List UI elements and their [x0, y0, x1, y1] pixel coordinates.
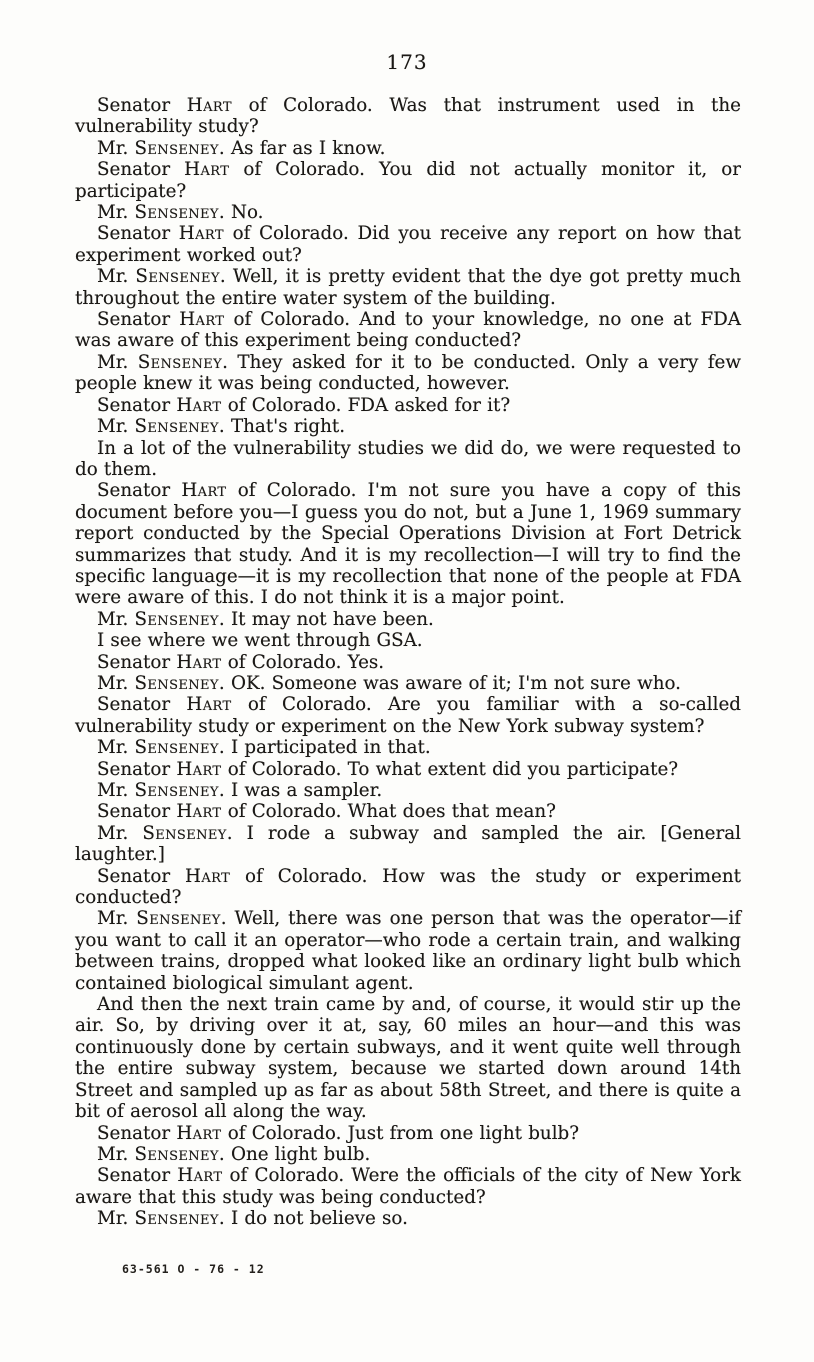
speaker-name: Senseney: [142, 822, 227, 844]
speaker-prefix: Senator: [97, 758, 177, 780]
transcript-paragraph: Mr. Senseney. They asked for it to be conducted. Only a very few people knew it was being conducted, however.: [75, 351, 741, 395]
speaker-suffix: .: [218, 137, 231, 159]
speaker-suffix: of Colorado.: [230, 865, 383, 887]
transcript-paragraph: Senator Hart of Colorado. FDA asked for it?: [97, 394, 511, 416]
speaker-prefix: Senator: [97, 1165, 178, 1187]
speaker-suffix: of Colorado.: [221, 394, 348, 416]
speaker-name: Senseney: [135, 266, 220, 288]
speaker-prefix: Mr.: [97, 908, 137, 930]
transcript-paragraph: Mr. Senseney. OK. Someone was aware of it; I'm not sure who.: [97, 672, 681, 694]
transcript-paragraph: Senator Hart of Colorado. Did you receive any report on how that experiment worked out?: [75, 223, 741, 266]
speaker-name: Senseney: [134, 137, 219, 159]
transcript-paragraph: Mr. Senseney. I rode a subway and sampled the air. [General laughter.]: [75, 822, 741, 866]
speaker-prefix: Senator: [97, 694, 187, 716]
transcript-paragraph: Senator Hart of Colorado. What does that mean?: [97, 801, 556, 823]
speaker-prefix: Mr.: [97, 822, 143, 844]
speaker-prefix: Senator: [97, 223, 179, 245]
speaker-suffix: .: [220, 908, 235, 930]
speaker-suffix: of Colorado.: [221, 1122, 348, 1144]
speaker-prefix: Senator: [97, 865, 185, 887]
transcript-paragraph: I see where we went through GSA.: [97, 630, 423, 652]
speaker-suffix: .: [218, 672, 231, 694]
transcript-paragraph: Senator Hart of Colorado. Are you familiar with a so-called vulnerability study or experiment on the New York subway system?: [75, 694, 741, 737]
speaker-suffix: of Colorado.: [222, 1165, 352, 1187]
speaker-name: Senseney: [134, 202, 219, 224]
speaker-name: Senseney: [137, 351, 223, 373]
speaker-suffix: of Colorado.: [221, 758, 348, 780]
transcript-paragraph: Senator Hart of Colorado. You did not actually monitor it, or participate?: [75, 159, 741, 202]
speaker-suffix: .: [219, 266, 233, 288]
speaker-suffix: of Colorado.: [231, 95, 390, 116]
speaker-name: Hart: [176, 801, 222, 823]
transcript: [75, 95, 741, 1230]
speaker-prefix: Senator: [97, 159, 185, 181]
speaker-suffix: of Colorado.: [229, 159, 379, 181]
speaker-name: Senseney: [134, 416, 219, 438]
transcript-paragraph: Senator Hart of Colorado. Just from one light bulb?: [97, 1122, 580, 1144]
transcript-paragraph: Mr. Senseney. One light bulb.: [97, 1143, 371, 1165]
transcript-paragraph: Senator Hart of Colorado. How was the study or experiment conducted?: [75, 865, 741, 909]
speaker-suffix: of Colorado.: [231, 694, 388, 716]
speaker-name: Hart: [186, 694, 232, 716]
speaker-prefix: Senator: [97, 801, 177, 823]
speaker-prefix: Mr.: [97, 137, 135, 159]
speaker-prefix: Senator: [97, 480, 182, 502]
speaker-prefix: Senator: [97, 651, 177, 673]
speaker-prefix: Mr.: [97, 351, 138, 373]
speaker-suffix: .: [218, 780, 231, 801]
speaker-name: Hart: [185, 865, 231, 887]
speaker-name: Senseney: [134, 1208, 219, 1230]
transcript-paragraph: Senator Hart of Colorado. Yes.: [97, 651, 385, 673]
transcript-paragraph: Senator Hart of Colorado. Was that instrument used in the vulnerability study?: [75, 95, 741, 138]
speaker-suffix: .: [218, 1143, 231, 1165]
speaker-suffix: of Colorado.: [226, 480, 368, 502]
speaker-name: Senseney: [134, 1143, 219, 1165]
speaker-name: Senseney: [134, 780, 219, 801]
transcript-paragraph: Mr. Senseney. Well, it is pretty evident that the dye got pretty much throughout the entire water system of the building.: [75, 266, 741, 309]
speaker-name: Hart: [179, 309, 225, 331]
transcript-paragraph: Senator Hart of Colorado. And to your knowledge, no one at FDA was aware of this experiment being conducted?: [75, 309, 741, 352]
transcript-paragraph: Mr. Senseney. Well, there was one person that was the operator—if you want to call it an operator—who rode a certain train, and walking between trains, dropped what looked like an ordinary light bulb which contained biological simulant agent.: [75, 908, 741, 994]
speaker-suffix: of Colorado.: [224, 309, 360, 331]
speaker-prefix: Senator: [97, 309, 180, 331]
speaker-prefix: Senator: [97, 394, 177, 416]
speaker-suffix: .: [222, 351, 238, 373]
page-number: 173: [386, 50, 428, 74]
speaker-name: Hart: [181, 480, 227, 502]
printers-code: 63-561 O - 76 - 12: [122, 1262, 265, 1276]
speaker-name: Senseney: [134, 737, 219, 759]
speaker-prefix: Mr.: [97, 1143, 135, 1165]
speaker-prefix: Mr.: [97, 266, 136, 288]
speaker-prefix: Mr.: [97, 737, 135, 759]
speaker-prefix: Senator: [97, 95, 187, 116]
transcript-paragraph: Mr. Senseney. That's right.: [97, 416, 346, 438]
speaker-name: Hart: [176, 758, 222, 780]
speaker-name: Hart: [184, 159, 230, 181]
speaker-suffix: .: [218, 1208, 231, 1230]
speaker-prefix: Mr.: [97, 202, 135, 224]
speaker-suffix: of Colorado.: [221, 801, 348, 823]
speaker-prefix: Mr.: [97, 416, 135, 438]
transcript-paragraph: Mr. Senseney. It may not have been.: [97, 608, 434, 630]
transcript-paragraph: Mr. Senseney. I was a sampler.: [97, 780, 383, 801]
speaker-name: Hart: [178, 223, 224, 245]
transcript-paragraph: Mr. Senseney. I participated in that.: [97, 737, 431, 759]
speaker-prefix: Senator: [97, 1122, 177, 1144]
speaker-name: Hart: [186, 95, 232, 116]
transcript-paragraph: Mr. Senseney. No.: [97, 202, 264, 224]
transcript-paragraph: In a lot of the vulnerability studies we did do, we were requested to do them.: [75, 437, 741, 480]
speaker-name: Senseney: [134, 608, 219, 630]
speaker-suffix: of Colorado.: [223, 223, 358, 245]
speaker-name: Hart: [176, 1122, 222, 1144]
speaker-suffix: .: [218, 416, 231, 438]
transcript-paragraph: And then the next train came by and, of course, it would stir up the air. So, by driving over it at, say, 60 miles an hour—and this was continuously done by certain subways, and it went quite well through the entire subway system, because we started down around 14th Street and sampled up as far as about 58th Street, and there is quite a bit of aerosol all along the way.: [75, 994, 741, 1123]
transcript-paragraph: Senator Hart of Colorado. I'm not sure you have a copy of this document before you—I guess you do not, but a June 1, 1969 summary report conducted by the Special Operations Division at Fort Detrick summarizes that study. And it is my recollection—I will try to find the specific language—it is my recollection that none of the people at FDA were aware of this. I do not think it is a major point.: [75, 480, 741, 609]
speaker-prefix: Mr.: [97, 608, 135, 630]
speaker-suffix: .: [218, 737, 231, 759]
speaker-prefix: Mr.: [97, 672, 135, 694]
transcript-paragraph: Mr. Senseney. I do not believe so.: [97, 1208, 408, 1230]
speaker-suffix: .: [218, 608, 231, 630]
speaker-suffix: .: [218, 202, 231, 224]
transcript-paragraph: Senator Hart of Colorado. To what extent did you participate?: [97, 758, 679, 780]
speaker-suffix: of Colorado.: [221, 651, 348, 673]
speaker-name: Hart: [176, 394, 222, 416]
speaker-name: Senseney: [134, 672, 219, 694]
transcript-paragraph: Mr. Senseney. As far as I know.: [97, 137, 386, 159]
speaker-name: Hart: [177, 1165, 223, 1187]
speaker-prefix: Mr.: [97, 1208, 135, 1230]
speaker-prefix: Mr.: [97, 780, 135, 801]
speaker-suffix: .: [226, 822, 247, 844]
speaker-name: Hart: [176, 651, 222, 673]
speaker-name: Senseney: [136, 908, 221, 930]
transcript-paragraph: Senator Hart of Colorado. Were the officials of the city of New York aware that this study was being conducted?: [75, 1165, 742, 1208]
